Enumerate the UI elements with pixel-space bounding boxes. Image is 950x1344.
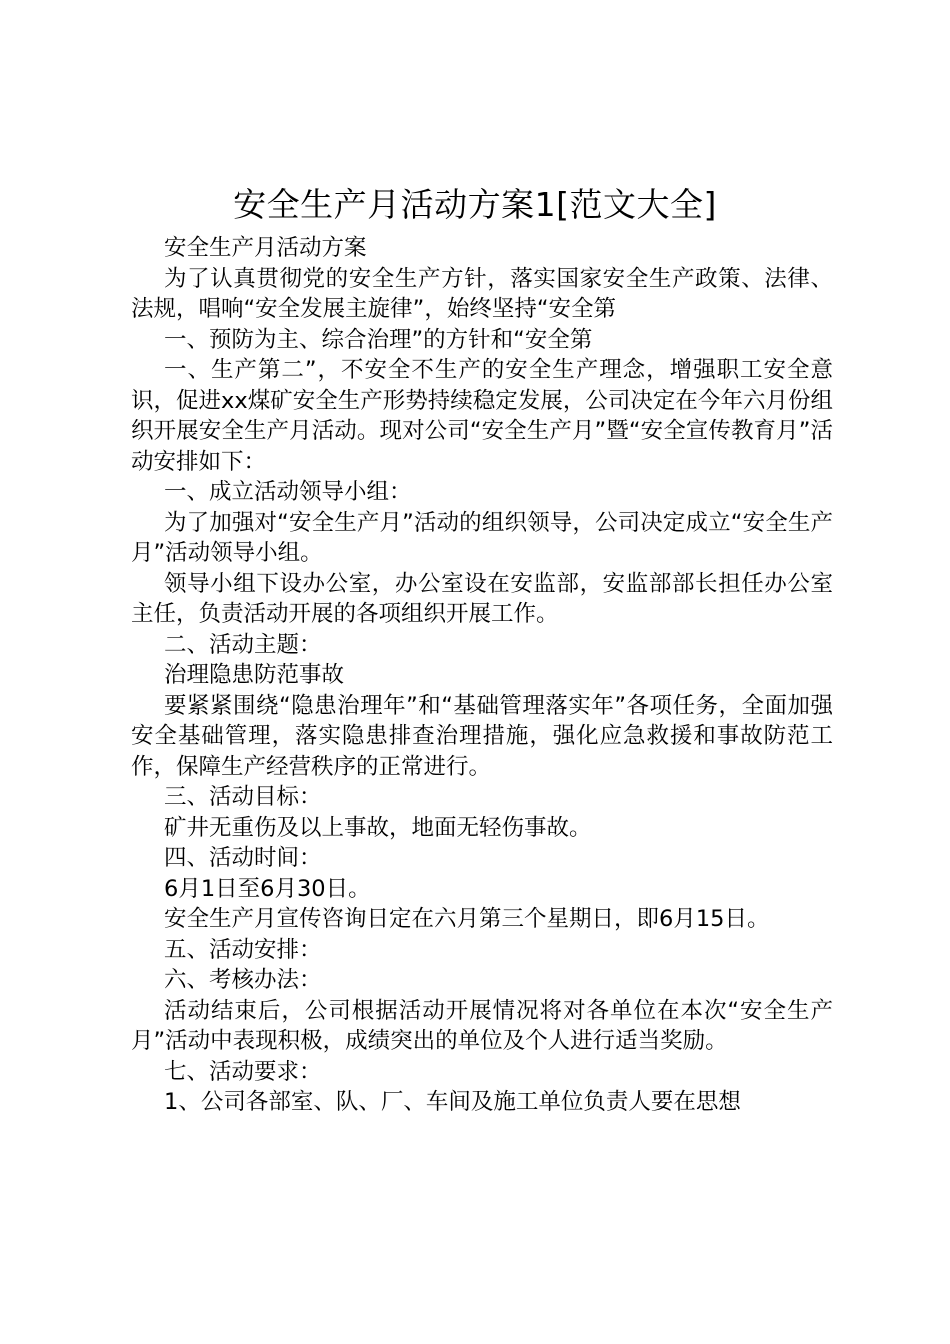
- paragraph: 为了加强对“安全生产月”活动的组织领导，公司决定成立“安全生产月”活动领导小组。: [131, 509, 833, 566]
- paragraph: 矿井无重伤及以上事故，地面无轻伤事故。: [164, 814, 592, 841]
- paragraph: 活动结束后，公司根据活动开展情况将对各单位在本次“安全生产月”活动中表现积极，成绩突出的单位及个人进行适当奖励。: [131, 997, 833, 1054]
- section-heading: 六、考核办法：: [164, 967, 322, 993]
- section-heading: 三、活动目标：: [164, 784, 322, 810]
- paragraph: 为了认真贯彻党的安全生产方针，落实国家安全生产政策、法律、法规，唱响“安全发展主旋律”，始终坚持“安全第: [131, 265, 833, 322]
- paragraph: 一、预防为主、综合治理”的方针和“安全第: [164, 326, 593, 353]
- section-heading: 四、活动时间：: [164, 845, 322, 871]
- paragraph-heading: 安全生产月活动方案: [164, 235, 367, 261]
- section-heading: 一、成立活动领导小组：: [164, 479, 412, 505]
- document-title: 安全生产月活动方案1[范文大全]: [233, 185, 717, 224]
- paragraph: 6月1日至6月30日。: [164, 875, 371, 902]
- section-heading: 二、活动主题：: [164, 631, 322, 658]
- paragraph: 治理隐患防范事故: [164, 662, 345, 688]
- section-heading: 五、活动安排：: [164, 936, 322, 963]
- paragraph: 要紧紧围绕“隐患治理年”和“基础管理落实年”各项任务，全面加强安全基础管理，落实隐患排查治理措施，强化应急救援和事故防范工作，保障生产经营秩序的正常进行。: [131, 692, 833, 780]
- paragraph: 一、生产第二”，不安全不生产的安全生产理念，增强职工安全意识，促进xx煤矿安全生产形势持续稳定发展，公司决定在今年六月份组织开展安全生产月活动。现对公司“安全生产月”暨“安全宣传教育月”活动安排如下：: [131, 357, 833, 475]
- paragraph: 1、公司各部室、队、厂、车间及施工单位负责人要在思想: [164, 1089, 741, 1115]
- paragraph: 安全生产月宣传咨询日定在六月第三个星期日，即6月15日。: [164, 906, 770, 932]
- paragraph: 领导小组下设办公室，办公室设在安监部，安监部部长担任办公室主任，负责活动开展的各项组织开展工作。: [131, 570, 833, 627]
- section-heading: 七、活动要求：: [164, 1058, 322, 1085]
- document-body: [131, 233, 833, 1118]
